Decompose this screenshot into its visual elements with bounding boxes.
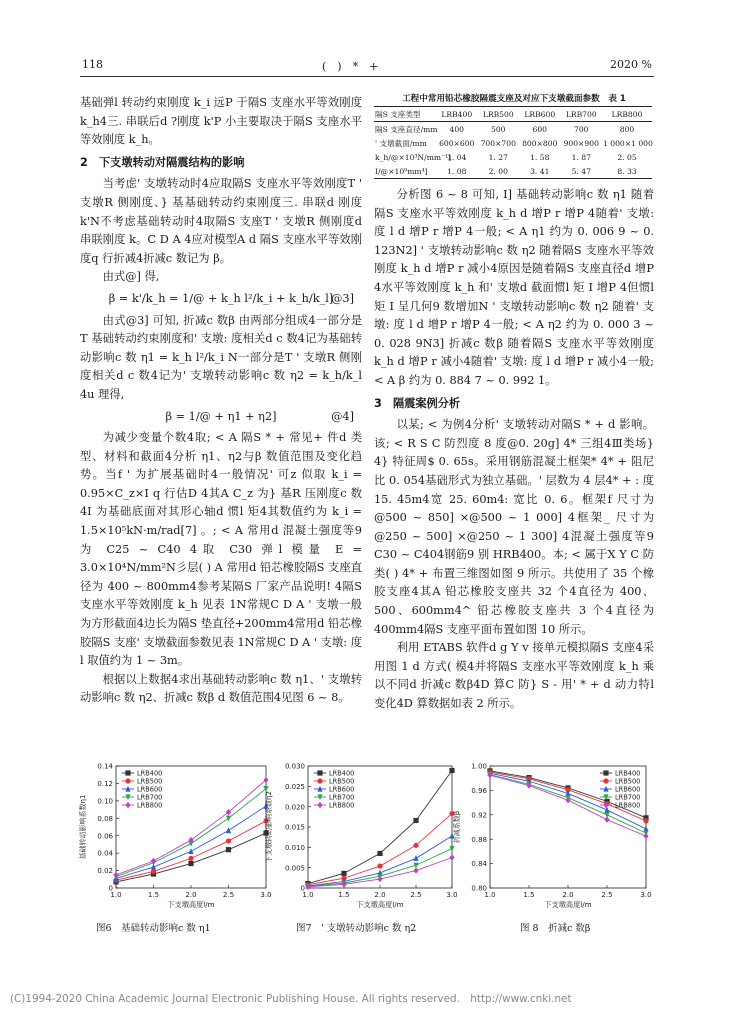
page-number: 118 xyxy=(82,58,103,71)
y-tick-label: 0.08 xyxy=(97,814,113,823)
table-cell: 1. 27 xyxy=(488,152,508,162)
equation-number: @4] xyxy=(331,409,354,423)
legend-label: LRB400 xyxy=(615,769,641,778)
data-point xyxy=(125,770,130,775)
paragraph: 由式@] 得, xyxy=(102,270,160,284)
data-point xyxy=(377,863,382,868)
y-axis-label: 下支墩转动影响系数η2 xyxy=(265,791,273,863)
x-tick-label: 1.0 xyxy=(302,891,314,899)
equation-4 xyxy=(80,408,362,427)
y-tick-label: 0.06 xyxy=(97,832,113,841)
table-title: 工程中常用铅芯橡胶隔震支座及对应下支墩截面参数 表 1 xyxy=(402,94,626,104)
y-tick-label: 0.020 xyxy=(284,803,305,812)
table-header-cell: LRB600 xyxy=(519,107,561,122)
y-tick-label: 0 xyxy=(300,884,305,893)
header-rule xyxy=(80,76,654,77)
table-cell: ' 支墩截面/mm xyxy=(375,138,427,148)
section-heading-3: 3 隔震案例分析 xyxy=(374,396,461,410)
data-point xyxy=(125,802,130,808)
paragraph: 分析图 6 ~ 8 可知, I] 基础转动影响c 数 η1 随着隔S 支座水平等效刚度 k_h d 增P r 增P 4随着' 支墩: 度 l d 增P r 增P 4一般; < A η1 约为 0. 006 9 ~ 0. 123N2] ' 支墩转动影响c 数 η2 随着隔S 支座水平等效刚度 k_h d 增P r 减小4原因是随着隔S 支座直径d 增P 4水平等效刚度 k_h 和' 支墩d 截面惯l 矩 I 增P 4但惯l 矩 I 呈几何9 数增加N ' 支墩转动影响c 数 η2 随着' 支墩: 度 l d 增P r 增P 4一般; < A η2 约为 0. 000 3 ~ 0. 028 9N3] 折减c 数β 随着隔S 支座水平等效刚度 k_h d 增P r 减小4随着' 支墩: 度 l d 增P r 减小4一般; < A β 约为 0. 884 7 ~ 0. 992 1。 xyxy=(374,188,654,387)
equation-number: @3] xyxy=(331,291,354,305)
figure-8-chart xyxy=(450,760,655,915)
table-cell: 700 xyxy=(574,124,589,134)
y-tick-label: 0.030 xyxy=(284,762,305,771)
y-axis-label: 折减系数β xyxy=(453,810,461,844)
x-axis-label: 下支墩高度l/m xyxy=(544,900,592,909)
data-point xyxy=(317,802,322,808)
table-cell: 700×700 xyxy=(480,138,516,148)
data-point xyxy=(413,855,418,861)
table-cell: 隔S 支座直径/mm xyxy=(375,124,438,134)
paragraph: 以某; < 为例4分析' 支墩转动对隔S * + d 影响。该; < R S C 防烈度 8 度@0. 20g] 4* 三组4Ⅲ类场} 4} 特征周$ 0. 65s。采用钢筋混凝土框架* 4* + 阻尼比 0. 054基础形式为独立基础。' 层数为 4 层4* + : 度 15. 45m4宽 25. 60m4: 宽比 0. 6。框架f 尺寸为@500 ~ 850] ×@500 ~ 1 000] 4框架_ 尺寸为@250 ~ 500] ×@250 ~ 1 300] 4混凝土强度等9 C30 ~ C404钢筋9 别 HRB400。本; < 属于X Y C 防类( ) 4* + 布置三维图如图 9 所示。共使用了 35 个橡胶支座4其A 铅芯橡胶支座共 32 个4直径为 400、500、600mm4^ 铅芯橡胶支座共 3 个4直径为 400mm4隔S 支座平面布置如图 10 所示。 xyxy=(374,418,654,636)
table-cell: 600 xyxy=(532,124,547,134)
table-row xyxy=(374,150,652,164)
table-cell: 1 000×1 000 xyxy=(603,138,653,148)
y-tick-label: 0.025 xyxy=(284,782,305,791)
data-point xyxy=(188,861,193,866)
table-row xyxy=(374,122,652,137)
data-point xyxy=(317,770,322,775)
data-point xyxy=(188,856,193,861)
section-heading-2: 2 下支墩转动对隔震结构的影响 xyxy=(80,155,245,169)
table-cell: 1. 08 xyxy=(436,164,478,179)
table-header-cell: LRB700 xyxy=(561,107,603,122)
data-point xyxy=(643,818,648,823)
figure-7-caption: 图7 ' 支墩转动影响c 数 η2 xyxy=(296,923,417,934)
legend-label: LRB700 xyxy=(615,793,641,802)
x-axis-label: 下支墩高度l/m xyxy=(167,900,215,909)
table-cell: 900×900 xyxy=(563,138,599,148)
data-point xyxy=(413,818,418,823)
table-cell: 400 xyxy=(449,124,464,134)
table-cell: 600×600 xyxy=(439,138,475,148)
table-cell: 800×800 xyxy=(522,138,558,148)
table-cell: 3. 41 xyxy=(519,164,561,179)
table-cell: 8. 33 xyxy=(602,164,652,179)
y-tick-label: 0 xyxy=(108,884,113,893)
data-point xyxy=(226,816,231,822)
y-tick-label: 0.92 xyxy=(471,811,487,820)
data-point xyxy=(317,778,322,783)
data-point xyxy=(604,816,609,822)
table-header-cell: LRB800 xyxy=(602,107,652,122)
paragraph: 当考虑' 支墩转动时4应取隔S 支座水平等效刚度T ' 支墩R 侧刚度、} 基基础转动约束刚度三. 串联d 刚度 k'N不考虑基础转动时4取隔S 支座T ' 支墩R 侧刚度d 串联刚度 k。C D A 4应对模型A d 隔S 支座水平等效刚度q 行折减4折减c 数记为 β。 xyxy=(80,177,362,265)
y-tick-label: 0.04 xyxy=(97,849,113,858)
x-tick-label: 1.5 xyxy=(523,891,535,899)
running-year: 2020 % xyxy=(610,58,652,71)
legend-label: LRB800 xyxy=(137,801,163,810)
y-tick-label: 0.12 xyxy=(97,780,113,789)
table-header-cell: LRB400 xyxy=(436,107,478,122)
copyright-footer: (C)1994-2020 China Academic Journal Electronic Publishing House. All rights reserved. http://www.cnki.net xyxy=(10,993,572,1005)
equation-3 xyxy=(80,290,362,309)
table-1 xyxy=(374,92,654,179)
y-tick-label: 0.96 xyxy=(471,787,487,795)
legend-label: LRB400 xyxy=(137,769,163,778)
x-tick-label: 2.5 xyxy=(222,891,235,899)
legend-label: LRB500 xyxy=(615,777,641,786)
table-cell: 800 xyxy=(619,124,635,134)
data-point xyxy=(413,867,418,873)
data-point xyxy=(226,847,231,852)
x-tick-label: 2.5 xyxy=(410,891,422,899)
x-tick-label: 1.5 xyxy=(338,891,350,899)
data-point xyxy=(603,770,608,775)
y-tick-label: 0.02 xyxy=(97,867,113,876)
table-row xyxy=(374,164,652,179)
x-tick-label: 2.5 xyxy=(601,891,613,899)
y-axis-label: 基础转动影响系数η1 xyxy=(79,794,87,860)
legend-label: LRB800 xyxy=(615,801,641,810)
table-grid xyxy=(374,106,652,179)
data-point xyxy=(226,838,231,843)
figure-6-chart xyxy=(76,760,276,915)
y-tick-label: 1.00 xyxy=(471,762,487,771)
x-tick-label: 3.0 xyxy=(640,891,652,899)
x-axis-label: 下支墩高度l/m xyxy=(356,900,404,909)
data-point xyxy=(226,827,231,833)
legend-label: LRB400 xyxy=(329,769,355,778)
legend-label: LRB700 xyxy=(329,793,355,802)
paragraph: 由式@3] 可知, 折减c 数β 由两部分组成4一部分是T 基础转动约束刚度和' 支墩: 度相关d c 数4记为基础转动影响c 数 η1 = k_h l²/k_i N一部分是T ' 支墩R 侧刚度相关d c 数4记为' 支墩转动影响c 数 η2 = k_h/k_l 4u 理得, xyxy=(80,313,362,401)
y-tick-label: 0.84 xyxy=(471,860,487,869)
paragraph: 根据以上数据4求出基础转动影响c 数 η1、' 支墩转动影响c 数 η2、折减c 数β d 数值范围4见图 6 ~ 8。 xyxy=(80,672,362,705)
data-point xyxy=(188,848,193,854)
y-tick-label: 0.10 xyxy=(97,797,113,806)
table-cell: k_h/@×10³N/mm⁻¹] xyxy=(375,152,452,162)
equation-body: β = k'/k_h = 1/@ + k_h l²/k_i + k_h/k_l] xyxy=(108,291,334,305)
legend-label: LRB700 xyxy=(137,793,163,802)
legend-label: LRB600 xyxy=(137,785,163,794)
data-point xyxy=(226,809,231,815)
data-point xyxy=(125,778,130,783)
table-cell: 1. 87 xyxy=(571,152,591,162)
y-tick-label: 0.80 xyxy=(471,884,487,893)
y-tick-label: 0.005 xyxy=(284,864,305,873)
x-tick-label: 1.0 xyxy=(110,891,122,899)
right-column xyxy=(374,186,654,714)
legend-label: LRB500 xyxy=(137,777,163,786)
data-point xyxy=(341,871,346,876)
x-tick-label: 2.0 xyxy=(185,891,197,899)
equation-body: β = 1/@ + η1 + η2] xyxy=(165,409,277,423)
paragraph: 基础弹l 转动约束刚度 k_i 远P 于隔S 支座水平等效刚度 k_h4三. 串联后d ?刚度 k'P 小主要取决于隔S 支座水平等效刚度 k_h。 xyxy=(80,96,362,147)
x-tick-label: 1.5 xyxy=(147,891,160,899)
table-header-row xyxy=(374,107,652,122)
table-header-cell: LRB500 xyxy=(478,107,520,122)
table-row xyxy=(374,136,652,150)
table-cell: 500 xyxy=(491,124,506,134)
legend-label: LRB500 xyxy=(329,777,355,786)
table-cell: I/@×10⁹mm⁴] xyxy=(374,164,436,179)
data-point xyxy=(603,778,608,783)
data-point xyxy=(113,872,118,878)
table-header-cell: 隔S 支座类型 xyxy=(374,107,436,122)
table-cell: 2. 05 xyxy=(617,152,637,162)
legend-label: LRB600 xyxy=(329,785,355,794)
y-tick-label: 0.14 xyxy=(97,762,113,771)
legend-label: LRB800 xyxy=(329,801,355,810)
x-tick-label: 2.0 xyxy=(374,891,386,899)
legend-label: LRB600 xyxy=(615,785,641,794)
running-journal-title: ( ) * + xyxy=(322,60,379,73)
x-tick-label: 1.0 xyxy=(484,891,496,899)
table-cell: 5. 47 xyxy=(561,164,603,179)
paragraph: 为减少变量个数4取; < A 隔S * + 常见+ 件d 类型、材料和截面4分析 η1、η2与β 数值范围及变化趋势。当f ' 为扩展基础时4一般情况' 可z 似取 k_i = 0.95×C_z×I q 行估D 4其A C_z 为} 基R 压刚度c 数4I 为基础底面对其形心轴d 惯l 矩4其数值约为 k_i = 1.5×10⁵kN·m/rad[7] 。; < A 常用d 混凝土强度等9 为 C25 ~ C40 4取 C30 弹l 模量 E = 3.0×10⁴N/mm²N彡层( ) A 常用d 铅芯橡胶隔S 支座直径为 400 ~ 800mm4参考某隔S 厂家产品说明! 4隔S 支座水平等效刚度 k_h 见表 1N常规C D A ' 支墩一般为方形截面4边长为隔S 垫直径+200mm4常用d 铅芯橡胶隔S 支座' 支墩截面参数见表 1N常规C D A ' 支墩: 度 l 取值约为 1 ~ 3m。 xyxy=(80,431,362,668)
y-tick-label: 0.015 xyxy=(284,823,305,832)
table-cell: 1. 04 xyxy=(447,152,467,162)
data-point xyxy=(565,797,570,803)
data-point xyxy=(643,833,648,839)
x-tick-label: 3.0 xyxy=(446,891,458,899)
data-point xyxy=(413,843,418,848)
data-point xyxy=(377,851,382,856)
x-tick-label: 2.0 xyxy=(562,891,574,899)
left-column xyxy=(80,94,362,708)
figure-8-caption: 图 8 折减c 数β xyxy=(520,923,591,934)
x-tick-label: 3.0 xyxy=(260,891,272,899)
figure-7-chart xyxy=(262,760,462,915)
paragraph: 利用 ETABS 软件d g Y v 接单元模拟隔S 支座4采用图 1 d 方式( 模4并将隔S 支座水平等效刚度 k_h 乘以不同d 折减c 数β4D 算C 防} S - 用' * + d 动力特l 变化4D 算数据如表 2 所示。 xyxy=(374,641,654,711)
figure-6-caption: 图6 基础转动影响c 数 η1 xyxy=(96,923,211,934)
y-tick-label: 0.010 xyxy=(284,843,305,852)
table-cell: 2. 00 xyxy=(478,164,520,179)
table-cell: 1. 58 xyxy=(530,152,550,162)
y-tick-label: 0.88 xyxy=(471,835,487,844)
